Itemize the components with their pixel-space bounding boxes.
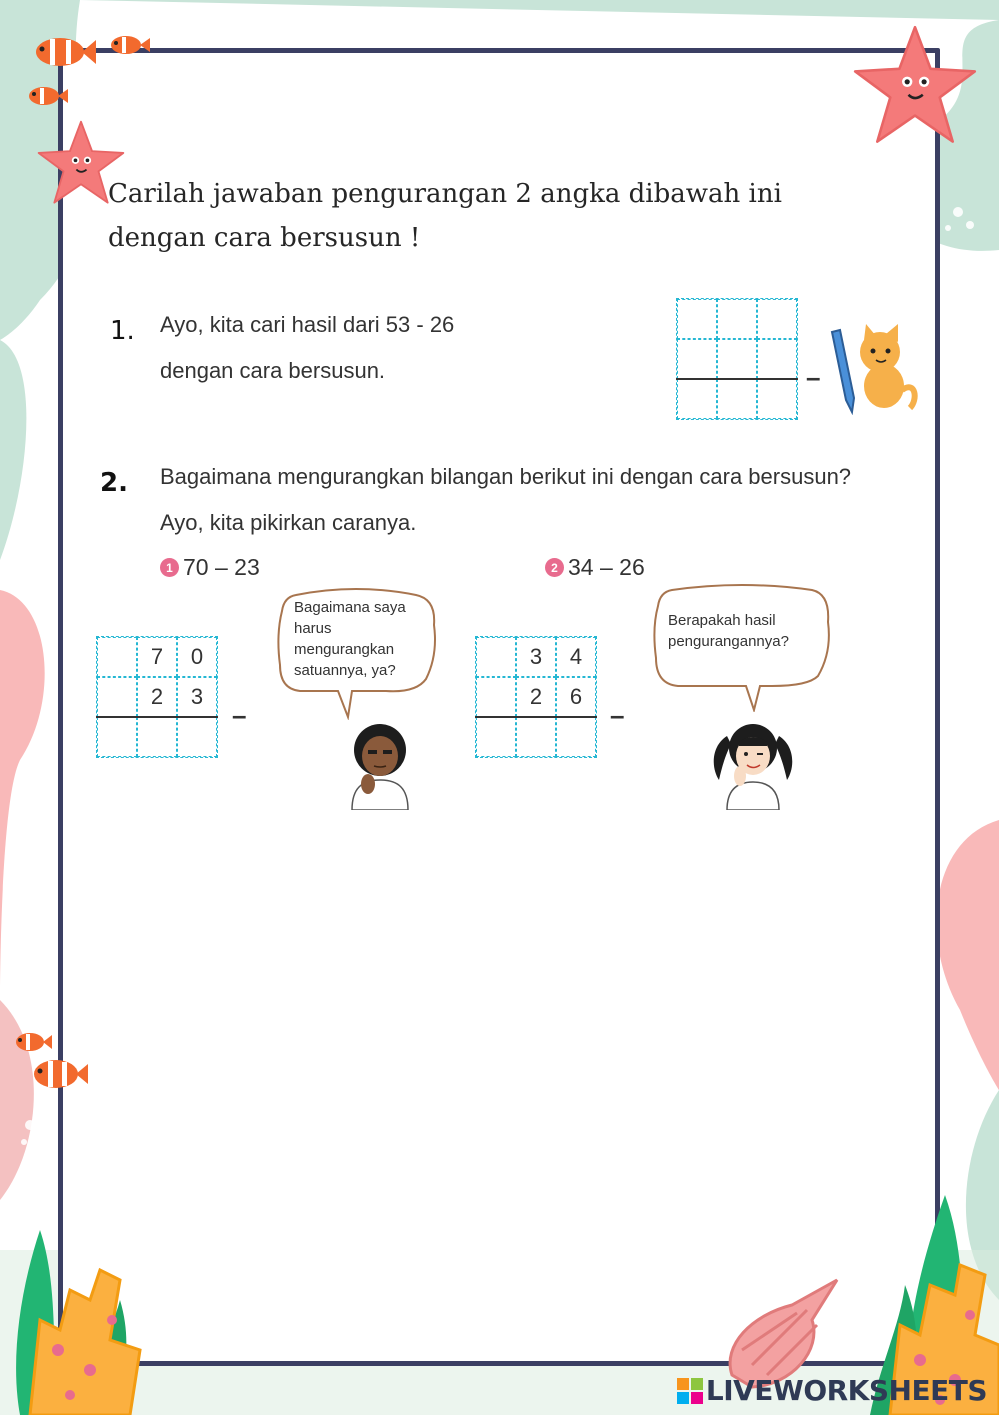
- cat-with-pencil-icon: [826, 320, 918, 415]
- sum-line: [475, 716, 597, 718]
- speech-line: satuannya, ya?: [294, 662, 396, 679]
- subproblem-1-grid: [96, 636, 218, 758]
- girl-thinking-icon: [705, 710, 800, 810]
- grid-cell: 0: [177, 637, 217, 677]
- liveworksheets-logo: [677, 1374, 987, 1407]
- q1-cell[interactable]: [677, 339, 717, 379]
- q1-answer-grid: [676, 298, 798, 420]
- grid-cell: 2: [516, 677, 556, 717]
- q1-cell[interactable]: [677, 299, 717, 339]
- question-2-line-1: Bagaimana mengurangkan bilangan berikut ini dengan cara bersusun?: [160, 464, 852, 489]
- question-1-line-2: dengan cara bersusun.: [160, 358, 386, 383]
- question-1-text: [160, 302, 454, 394]
- question-2-line-2: Ayo, kita pikirkan caranya.: [160, 510, 417, 535]
- subproblem-2-label: [545, 554, 645, 581]
- subproblem-2-badge: 2: [545, 558, 564, 577]
- question-1-number: 1.: [110, 316, 135, 346]
- answer-cell[interactable]: [97, 717, 137, 757]
- answer-cell[interactable]: [177, 717, 217, 757]
- seashell-icon: [712, 1275, 844, 1390]
- speech-line: mengurangkan: [294, 641, 395, 658]
- instruction-line-2: dengan cara bersusun !: [108, 223, 421, 253]
- answer-cell[interactable]: [137, 717, 177, 757]
- subproblem-1-label: [160, 554, 260, 581]
- fish-icon: [10, 1028, 90, 1094]
- answer-cell[interactable]: [556, 717, 596, 757]
- q1-answer-cell-units[interactable]: [757, 379, 797, 419]
- subproblem-2-expression: 34 – 26: [568, 554, 645, 580]
- q1-answer-cell-tens[interactable]: [677, 379, 717, 419]
- starfish-icon: [850, 22, 980, 152]
- grid-cell: 7: [137, 637, 177, 677]
- subproblem-1-expression: 70 – 23: [183, 554, 260, 580]
- q1-cell[interactable]: [717, 339, 757, 379]
- subproblem-2-speech: [668, 610, 828, 652]
- question-1-line-1: Ayo, kita cari hasil dari 53 - 26: [160, 312, 455, 337]
- grid-cell: [476, 677, 516, 717]
- q1-minus-sign: –: [806, 362, 821, 392]
- subproblem-2-minus-sign: –: [610, 700, 625, 730]
- subproblem-1-minus-sign: –: [232, 700, 247, 730]
- sum-line: [96, 716, 218, 718]
- speech-line: pengurangannya?: [668, 633, 789, 650]
- grid-cell: 6: [556, 677, 596, 717]
- subproblem-2-grid: [475, 636, 597, 758]
- grid-cell: 4: [556, 637, 596, 677]
- question-2-number: 2.: [100, 468, 128, 498]
- speech-line: Bagaimana saya: [294, 599, 406, 616]
- subproblem-1-badge: 1: [160, 558, 179, 577]
- grid-cell: 3: [177, 677, 217, 717]
- q1-answer-cell-tens[interactable]: [717, 379, 757, 419]
- grid-cell: 2: [137, 677, 177, 717]
- sum-line: [676, 378, 798, 380]
- answer-cell[interactable]: [476, 717, 516, 757]
- q1-cell[interactable]: [757, 299, 797, 339]
- boy-thinking-icon: [340, 710, 420, 810]
- grid-cell: [97, 677, 137, 717]
- answer-cell[interactable]: [516, 717, 556, 757]
- instruction-line-1: Carilah jawaban pengurangan 2 angka dibawah ini: [108, 179, 782, 209]
- q1-cell[interactable]: [757, 339, 797, 379]
- logo-text: LIVEWORKSHEETS: [705, 1374, 987, 1407]
- speech-line: Berapakah hasil: [668, 612, 776, 629]
- q1-cell[interactable]: [717, 299, 757, 339]
- grid-cell: [476, 637, 516, 677]
- coral-icon: [0, 1200, 190, 1415]
- question-2-text: [160, 454, 930, 546]
- speech-line: harus: [294, 620, 332, 637]
- instruction-title: [108, 172, 868, 260]
- logo-icon: [677, 1378, 703, 1404]
- grid-cell: 3: [516, 637, 556, 677]
- grid-cell: [97, 637, 137, 677]
- fish-icon: [22, 30, 162, 110]
- subproblem-1-speech: [294, 597, 434, 681]
